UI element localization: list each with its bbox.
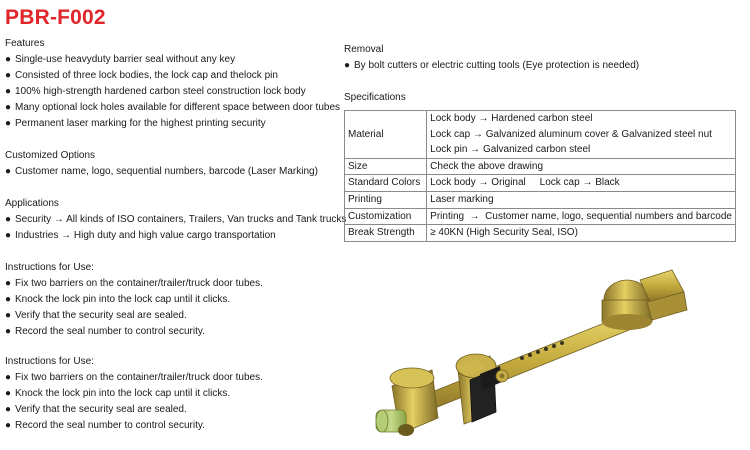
list-item-text: Record the seal number to control security. [15,326,205,337]
bullet-icon: ● [5,54,12,65]
right-column [344,42,744,242]
list-item-text: Many optional lock holes available for different space between door tubes [15,102,341,113]
specifications-section [344,90,744,242]
list-item [5,276,340,292]
bullet-icon: ● [5,388,12,399]
spec-value-cell [427,225,736,242]
spec-value: Lock pin → Galvanized carbon steel [430,144,591,156]
list-item-text: By bolt cutters or electric cutting tools (Eye protection is needed) [354,60,640,71]
bullet-icon: ● [5,294,12,305]
bullet-icon: ● [5,70,12,81]
bullet-icon: ● [5,166,12,177]
spec-value-cell [427,158,736,175]
spec-value: Printing → Customer name, logo, sequential numbers and barcode [430,210,732,222]
instructions-section-1 [5,260,340,340]
instructions-list-2 [5,370,340,434]
bullet-icon: ● [5,326,12,337]
list-item [5,68,340,84]
list-item [5,324,340,340]
spec-row [345,208,736,225]
list-item-text: Permanent laser marking for the highest printing security [15,118,266,129]
spec-row [345,191,736,208]
list-item [5,418,340,434]
instructions-list-1 [5,276,340,340]
bullet-icon: ● [5,86,12,97]
removal-heading: Removal [344,44,384,55]
bullet-icon: ● [5,420,12,431]
spec-value: Lock body → Original Lock cap → Black [430,177,620,189]
customized-options-heading: Customized Options [5,150,96,161]
spec-value: ≥ 40KN (High Security Seal, ISO) [430,227,578,239]
spec-row [345,175,736,192]
specifications-heading: Specifications [344,92,406,103]
bullet-icon: ● [5,214,12,225]
bullet-icon: ● [5,230,12,241]
spec-label: Customization [345,208,427,225]
spec-value: Lock body → Hardened carbon steel [430,113,593,124]
bullet-icon: ● [5,118,12,129]
list-item-text: Customer name, logo, sequential numbers, barcode (Laser Marking) [15,166,318,177]
list-item-text: 100% high-strength hardened carbon steel construction lock body [15,86,306,97]
spec-label: Break Strength [345,225,427,242]
list-item [5,212,347,228]
applications-heading: Applications [5,198,59,209]
list-item-text: Security → All kinds of ISO containers, Trailers, Van trucks and Tank trucks [15,214,347,225]
list-item [5,308,340,324]
list-item [5,84,340,100]
list-item-text: Knock the lock pin into the lock cap until it clicks. [15,388,231,399]
instructions-heading-2: Instructions for Use: [5,356,94,367]
left-column [5,36,347,434]
list-item-text: Industries → High duty and high value cargo transportation [15,230,276,241]
instructions-section-2 [5,354,340,434]
list-item-text: Single-use heavyduty barrier seal without any key [15,54,236,65]
applications-list [5,212,347,244]
specifications-table [344,110,736,242]
bullet-icon: ● [5,372,12,383]
list-item [5,386,340,402]
list-item-text: Fix two barriers on the container/trailer/truck door tubes. [15,372,263,383]
bullet-icon: ● [5,102,12,113]
spec-label: Printing [345,191,427,208]
customized-options-section [5,148,340,180]
removal-section [344,42,744,74]
spec-row [345,225,736,242]
features-heading: Features [5,38,45,49]
product-photo [372,262,692,442]
spec-value-cell [427,111,736,159]
features-list [5,52,340,132]
spec-label: Standard Colors [345,175,427,192]
product-title: PBR-F002 [5,6,106,29]
bullet-icon: ● [344,60,351,71]
list-item-text: Verify that the security seal are sealed. [15,310,187,321]
list-item [5,52,340,68]
features-section [5,36,340,132]
list-item [5,100,340,116]
bullet-icon: ● [5,278,12,289]
applications-section [5,196,347,244]
list-item-text: Record the seal number to control security. [15,420,205,431]
list-item [5,292,340,308]
spec-value-cell [427,208,736,225]
list-item-text: Fix two barriers on the container/trailer/truck door tubes. [15,278,263,289]
spec-label: Size [345,158,427,175]
list-item [5,228,340,244]
list-item [5,402,340,418]
spec-row [345,158,736,175]
spec-value-cell [427,175,736,192]
list-item-text: Verify that the security seal are sealed. [15,404,187,415]
list-item [5,116,340,132]
barrier-seal-illustration [372,262,692,442]
spec-value: Check the above drawing [430,160,544,172]
spec-value: Laser marking [430,193,494,205]
list-item [5,164,340,180]
list-item [344,58,744,74]
spec-value-cell [427,191,736,208]
customized-options-list [5,164,340,180]
spec-row [345,111,736,159]
bullet-icon: ● [5,310,12,321]
spec-value: Lock cap → Galvanized aluminum cover & Galvanized steel nut [430,128,712,140]
list-item-text: Knock the lock pin into the lock cap until it clicks. [15,294,231,305]
removal-list [344,58,744,74]
spec-label: Material [345,111,427,159]
list-item-text: Consisted of three lock bodies, the lock cap and thelock pin [15,70,278,81]
list-item [5,370,340,386]
bullet-icon: ● [5,404,12,415]
instructions-heading-1: Instructions for Use: [5,262,94,273]
